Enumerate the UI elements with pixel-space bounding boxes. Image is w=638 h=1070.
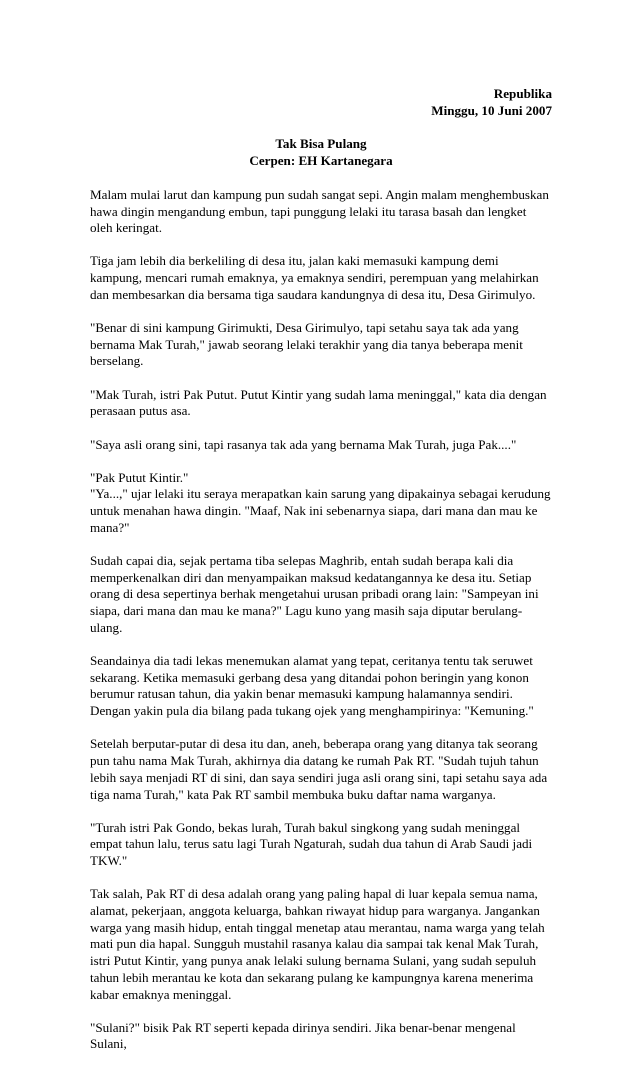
paragraph: Sudah capai dia, sejak pertama tiba selepas Maghrib, entah sudah berapa kali dia memperkenalkan diri dan menyampaikan maksud kedatangannya ke desa itu. Setiap orang di desa sepertinya berhak mengetahui urusan pribadi orang lain: "Sampeyan ini siapa, dari mana dan mau ke mana?" Lagu kuno yang masih saja diputar berulang-ulang. <box>90 553 539 635</box>
paragraph: "Ya...," ujar lelaki itu seraya merapatkan kain sarung yang dipakainya sebagai kerudung untuk menahan hawa dingin. "Maaf, Nak ini sebenarnya siapa, dari mana dan mau ke mana?" <box>90 486 551 535</box>
paragraph: "Saya asli orang sini, tapi rasanya tak ada yang bernama Mak Turah, juga Pak...." <box>90 436 517 452</box>
paragraph: Setelah berputar-putar di desa itu dan, aneh, beberapa orang yang ditanya tak seorang pun tahu nama Mak Turah, akhirnya dia datang ke rumah Pak RT. "Sudah tujuh tahun lebih saya menjadi RT di sini, dan saya sendiri juga asli orang sini, tapi setahu saya ada tiga nama Turah," kata Pak RT sambil membuka buku daftar nama warganya. <box>90 736 548 802</box>
paragraph: Tak salah, Pak RT di desa adalah orang yang paling hapal di luar kepala semua nama, alamat, pekerjaan, anggota keluarga, bahkan riwayat hidup para warganya. Jangankan warga yang masih hidup, entah tinggal menetap atau merantau, nama warga yang telah mati pun dia hapal. Sungguh mustahil rasanya kalau dia sampai tak kenal Mak Turah, istri Putut Kintir, yang punya anak lelaki sulung bernama Sulani, yang sudah sepuluh tahun lebih merantau ke kota dan sekarang pulang ke kampungnya karena menerima kabar emaknya meninggal. <box>90 886 545 1002</box>
paragraph: "Benar di sini kampung Girimukti, Desa Girimulyo, tapi setahu saya tak ada yang bernama Mak Turah," jawab seorang lelaki terakhir yang dia tanya beberapa menit berselang. <box>90 320 523 369</box>
document-page <box>90 86 552 1070</box>
story-byline: Cerpen: EH Kartanegara <box>249 153 393 169</box>
paragraph: "Sulani?" bisik Pak RT seperti kepada dirinya sendiri. Jika benar-benar mengenal Sulani, <box>90 1019 516 1052</box>
publication-date: Minggu, 10 Juni 2007 <box>431 102 552 118</box>
title-block <box>90 136 552 169</box>
story-title: Tak Bisa Pulang <box>275 136 367 152</box>
paragraph: Seandainya dia tadi lekas menemukan alamat yang tepat, ceritanya tentu tak seruwet sekarang. Ketika memasuki gerbang desa yang ditandai pohon beringin yang konon berumur ratusan tahun, dia yakin benar memasuki kampung halamannya sendiri. Dengan yakin pula dia bilang pada tukang ojek yang menghampirinya: "Kemuning." <box>90 653 534 719</box>
paragraph: "Mak Turah, istri Pak Putut. Putut Kintir yang sudah lama meninggal," kata dia dengan perasaan putus asa. <box>90 386 547 419</box>
paragraph: Malam mulai larut dan kampung pun sudah sangat sepi. Angin malam menghembuskan hawa dingin mengandung embun, tapi punggung lelaki itu tarasa basah dan lengket oleh keringat. <box>90 186 549 236</box>
document-header <box>90 86 552 119</box>
story-body <box>90 187 552 1053</box>
paragraph: "Turah istri Pak Gondo, bekas lurah, Turah bakul singkong yang sudah meninggal empat tahun lalu, terus satu lagi Turah Ngaturah, sudah dua tahun di Arab Saudi jadi TKW." <box>90 819 533 869</box>
publication-name: Republika <box>493 86 552 101</box>
paragraph: Tiga jam lebih dia berkeliling di desa itu, jalan kaki memasuki kampung demi kampung, mencari rumah emaknya, ya emaknya sendiri, perempuan yang melahirkan dan membesarkan dia bersama tiga saudara kandungnya di desa itu, Desa Girimulyo. <box>90 253 539 302</box>
paragraph: "Pak Putut Kintir." <box>90 469 189 485</box>
